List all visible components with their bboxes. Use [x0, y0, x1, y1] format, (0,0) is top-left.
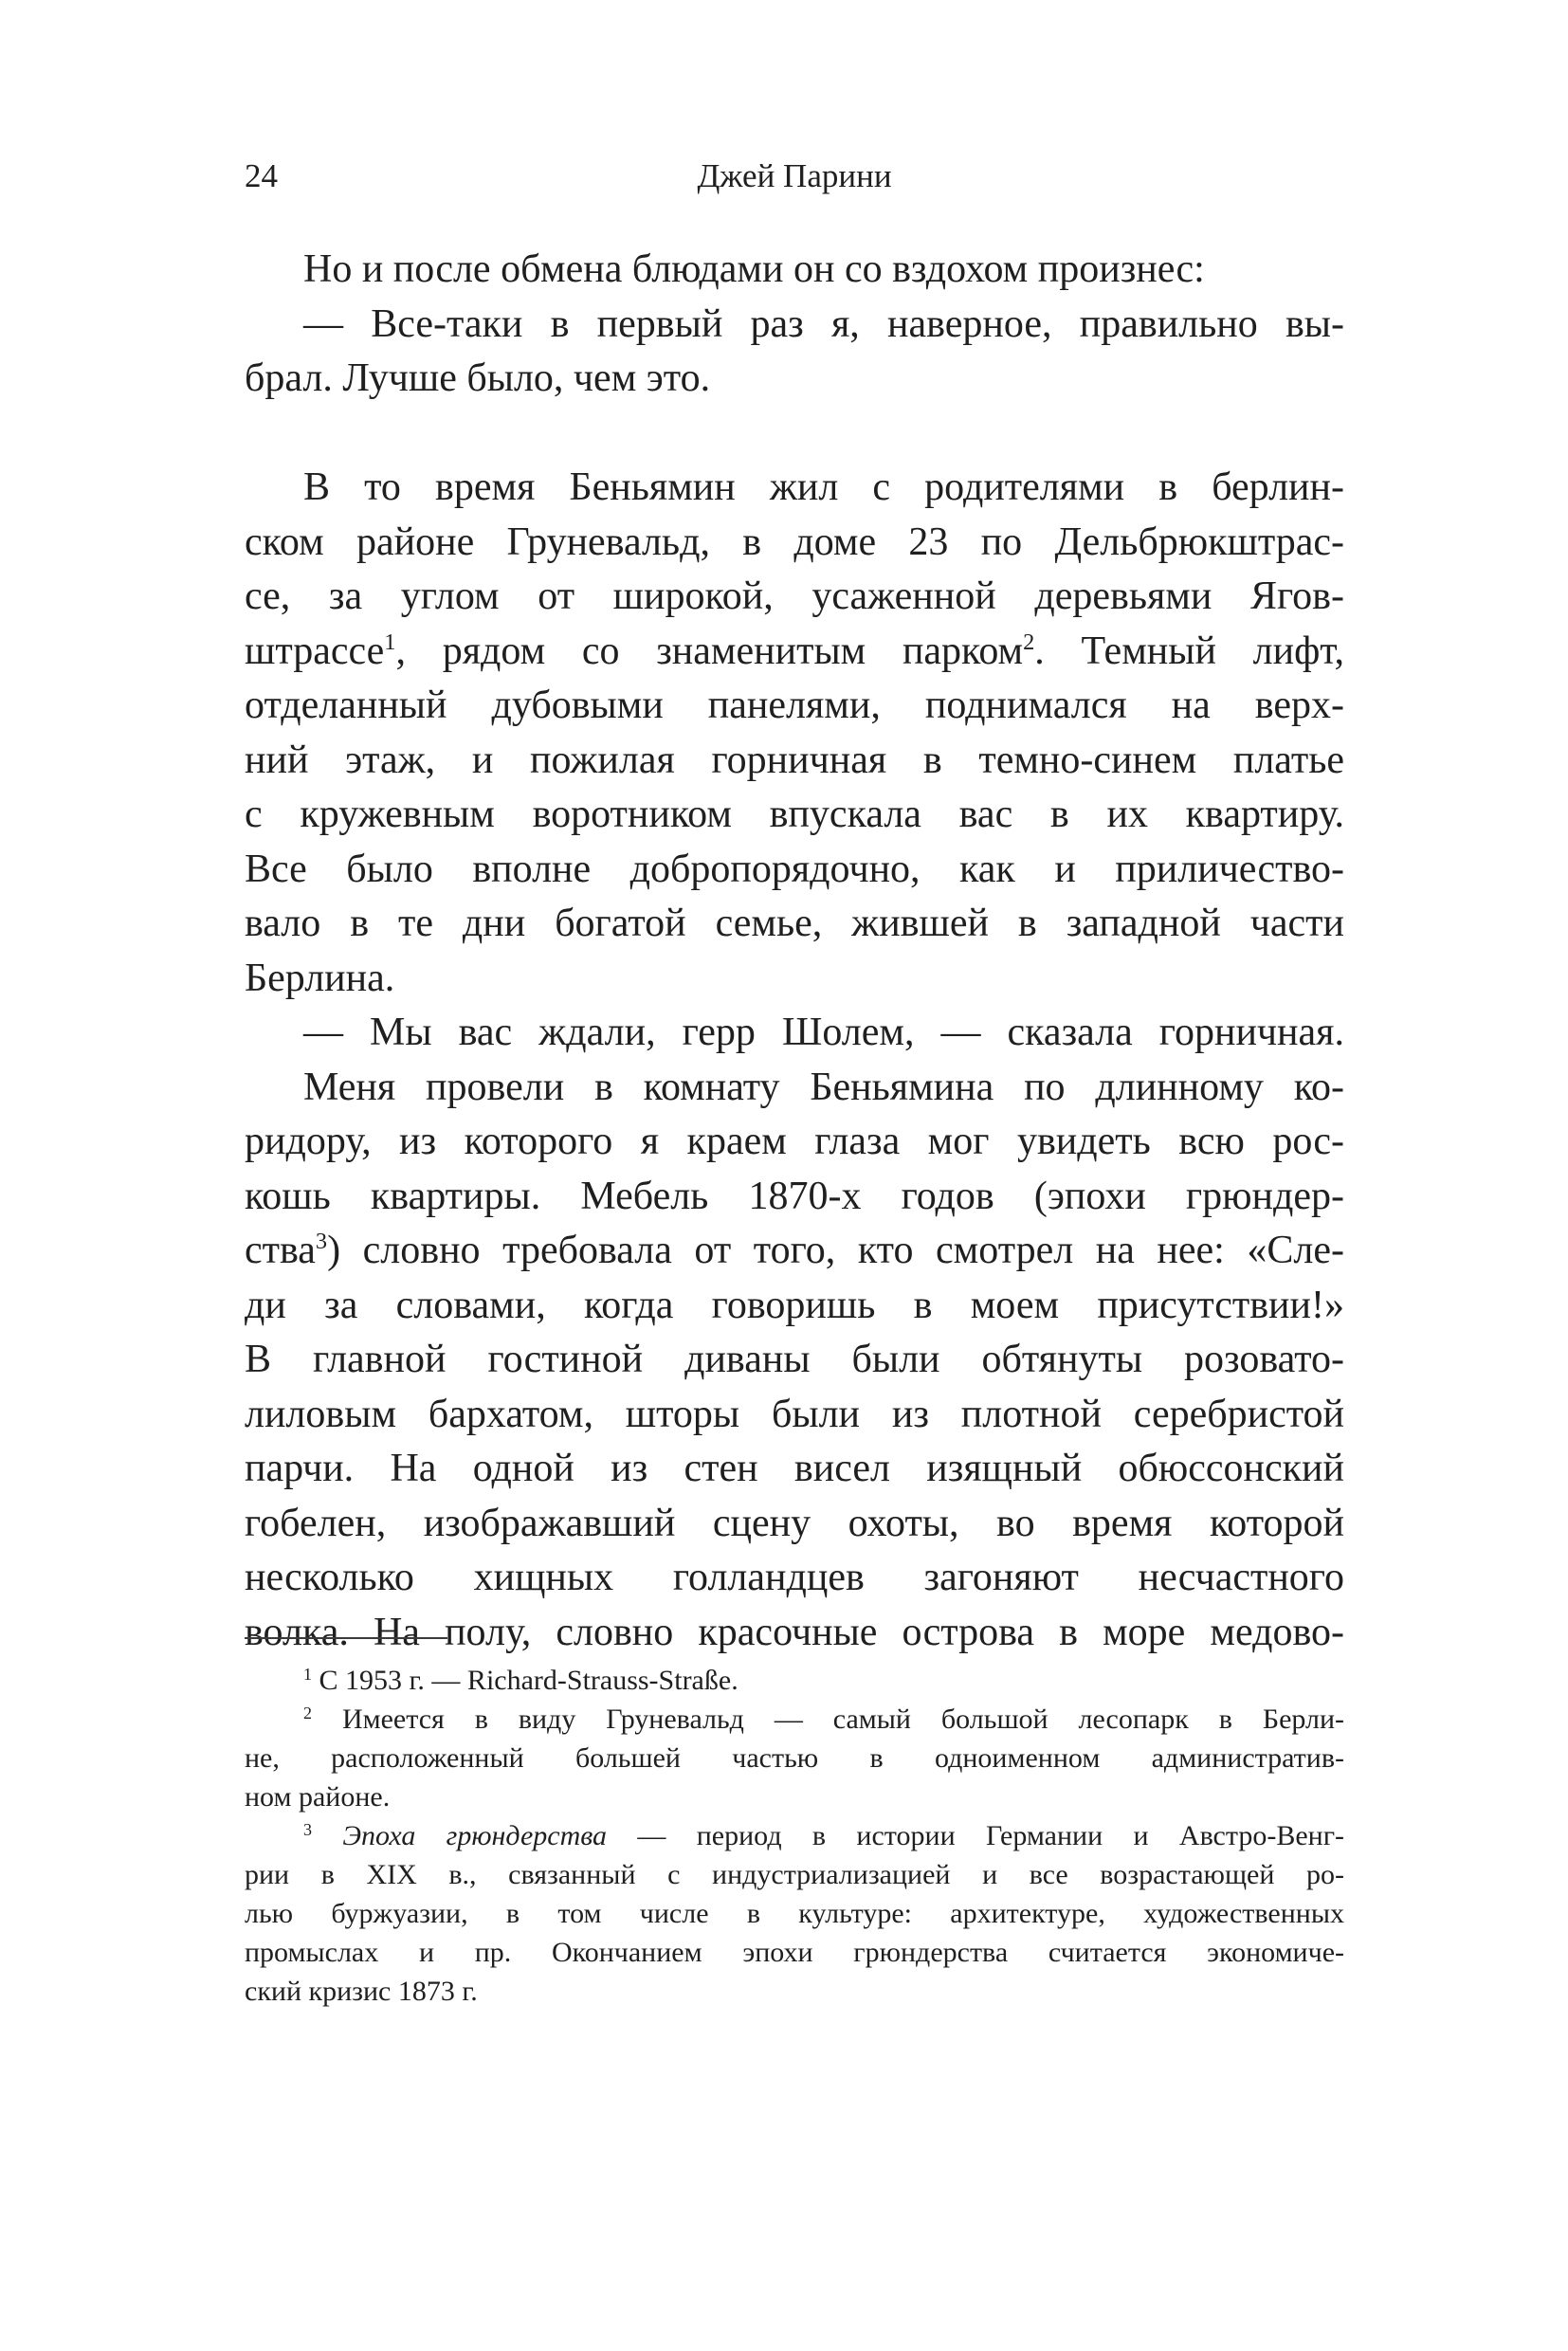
footnote-term: Эпоха грюндерства	[342, 1820, 608, 1851]
text-segment: ства	[245, 1229, 316, 1272]
text-line: Берлина.	[245, 956, 395, 1000]
text-line: лиловым бархатом, шторы были из плотной серебристой	[245, 1392, 1344, 1436]
footnote-line	[245, 1661, 1344, 1700]
text-segment: штрассе	[245, 629, 385, 673]
text-line: Все было вполне добропорядочно, как и приличество-	[245, 847, 1344, 891]
footnote-mark: 1	[303, 1665, 312, 1685]
footnotes	[245, 1661, 1344, 2011]
page-number: 24	[245, 157, 278, 194]
text-line: несколько хищных голландцев загоняют несчастного	[245, 1556, 1344, 1599]
footnote-text: С 1953 г. — Richard-Strauss-Straße.	[319, 1665, 738, 1696]
text-line: — Все-таки в первый раз я, наверное, правильно вы-	[303, 301, 1344, 346]
text-line: вало в те дни богатой семье, жившей в западной части	[245, 902, 1344, 945]
text-line-with-footnotes	[245, 625, 1344, 680]
text-line: гобелен, изображавший сцену охоты, во время которой	[245, 1501, 1344, 1545]
text-segment: , рядом со знаменитым парком	[395, 629, 1024, 673]
text-line: ди за словами, когда говоришь в моем присутствии!»	[245, 1283, 1344, 1327]
text-line: ридору, из которого я краем глаза мог увидеть всю рос-	[245, 1120, 1344, 1163]
footnote-3	[245, 1816, 1344, 2011]
footnote-2	[245, 1700, 1344, 1816]
footnote-line	[245, 1700, 1344, 1739]
footnote-line: не, расположенный большей частью в одноименном административ-	[245, 1742, 1344, 1774]
text-line: ний этаж, и пожилая горничная в темно-синем платье	[245, 738, 1344, 782]
footnote-reference-2[interactable]: 2	[1023, 629, 1035, 655]
text-line: ском районе Груневальд, в доме 23 по Дельбрюкштрас-	[245, 519, 1344, 564]
running-head: Джей Парини	[697, 157, 892, 194]
footnote-1	[245, 1661, 1344, 1700]
footnote-line	[245, 1816, 1344, 1855]
text-line: В то время Беньямин жил с родителями в берлин-	[303, 465, 1344, 509]
footnote-reference-3[interactable]: 3	[315, 1228, 328, 1254]
text-line: волка. На полу, словно красочные острова в море медово-	[245, 1610, 1344, 1654]
text-line: кошь квартиры. Мебель 1870-х годов (эпохи грюндер-	[245, 1174, 1344, 1218]
page-header	[245, 157, 1344, 205]
footnote-line: ский кризис 1873 г.	[245, 1976, 478, 2007]
footnote-text: — период в истории Германии и Австро-Венг-	[607, 1820, 1345, 1851]
footnote-reference-1[interactable]: 1	[384, 629, 396, 655]
text-line: отделанный дубовыми панелями, поднимался на верх-	[245, 683, 1344, 727]
text-segment: . Темный лифт,	[1034, 629, 1344, 673]
text-line: се, за углом от широкой, усаженной деревьями Ягов-	[245, 574, 1344, 618]
footnote-line: лью буржуазии, в том числе в культуре: архитектуре, художественных	[245, 1898, 1344, 1929]
footnote-line: рии в XIX в., связанный с индустриализацией и все возрастающей ро-	[245, 1859, 1344, 1890]
text-line: В главной гостиной диваны были обтянуты розовато-	[245, 1338, 1344, 1381]
text-line: с кружевным воротником впускала вас в их квартиру.	[245, 793, 1344, 836]
text-line: брал. Лучше было, чем это.	[245, 356, 711, 400]
footnote-mark: 3	[303, 1820, 312, 1840]
main-text	[245, 243, 1344, 1660]
text-line: Меня провели в комнату Беньямина по длинному ко-	[303, 1065, 1344, 1109]
text-line-with-footnote	[245, 1224, 1344, 1279]
footnote-separator	[245, 1637, 447, 1639]
footnote-text: Имеется в виду Груневальд — самый большой лесопарк в Берли-	[341, 1704, 1345, 1735]
text-line: — Мы вас ждали, герр Шолем, — сказала горничная.	[303, 1011, 1344, 1054]
paragraph-gap	[245, 407, 1344, 462]
footnote-mark: 2	[303, 1704, 312, 1723]
text-line: Но и после обмена блюдами он со вздохом произнес:	[303, 247, 1205, 291]
footnote-line: промыслах и пр. Окончанием эпохи грюндерства считается экономиче-	[245, 1937, 1344, 1968]
text-line: парчи. На одной из стен висел изящный обюссонский	[245, 1447, 1344, 1490]
text-segment: ) словно требовала от того, кто смотрел на нее: «Сле-	[327, 1229, 1344, 1272]
footnote-line: ном районе.	[245, 1781, 391, 1813]
